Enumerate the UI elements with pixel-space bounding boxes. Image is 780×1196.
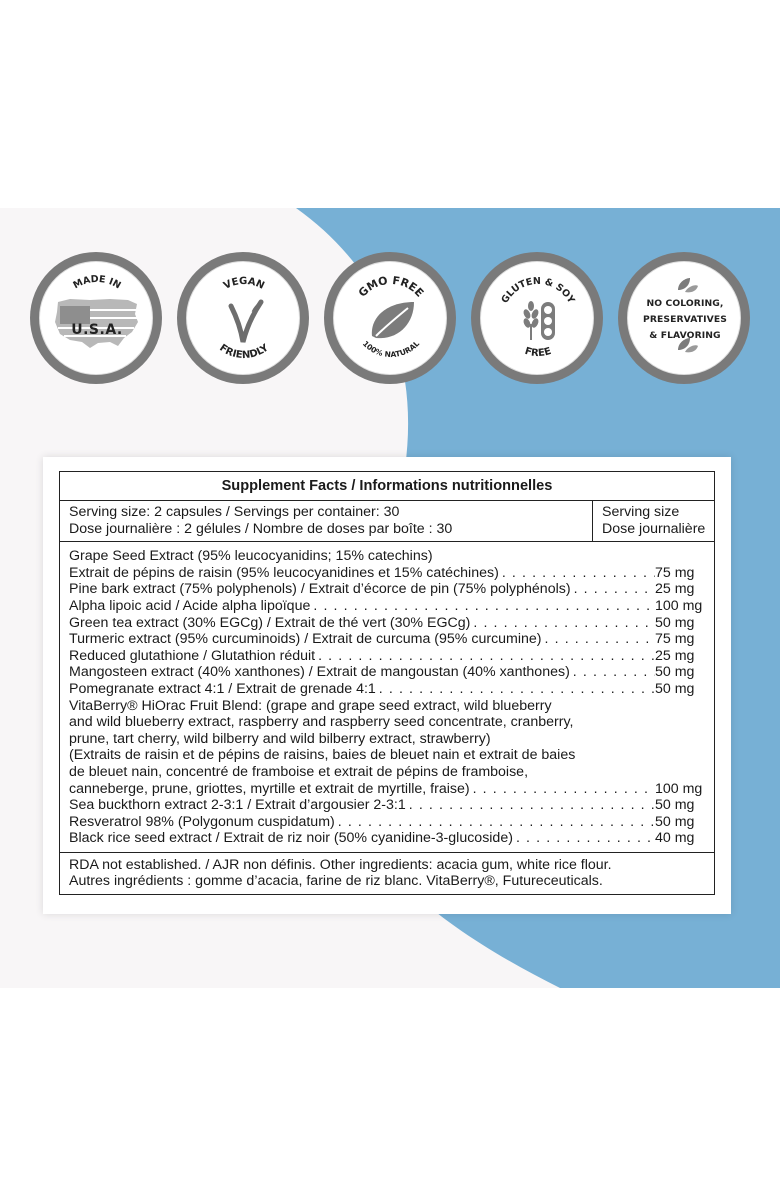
ingredient-row: Sea buckthorn extract 2-3:1 / Extrait d’argousier 2-3:1 . . . 50 mg (69, 797, 705, 814)
made-in-usa-badge (30, 252, 162, 384)
no-coloring-text (628, 296, 741, 344)
ingredient-row: Black rice seed extract / Extrait de riz noir (50% cyanidine-3-glucoside) . . . 40 mg (69, 830, 705, 847)
serving-header-2: Dose journalière (602, 520, 706, 537)
friendly-label: FRIENDLY (217, 342, 271, 362)
vitaberry-line: and wild blueberry extract, raspberry and raspberry seed concentrate, cranberry, (69, 714, 574, 731)
vegan-friendly-badge (177, 252, 309, 384)
supplement-facts-card (43, 457, 731, 914)
ingredient-row: Pomegranate extract 4:1 / Extrait de grenade 4:1 . . . 50 mg (69, 681, 705, 698)
supplement-facts-table (59, 471, 715, 895)
usa-label: U.S.A. (71, 322, 123, 338)
serving-info (60, 501, 592, 541)
usa-flag-icon (40, 262, 153, 375)
natural-label: 100% NATURAL (360, 339, 422, 360)
facts-footer (60, 853, 714, 894)
free-label: FREE (523, 345, 553, 360)
gluten-soy-label: GLUTEN & SOY (499, 275, 577, 306)
svg-text:GMO FREE (356, 274, 426, 300)
serving-line-2: Dose journalière : 2 gélules / Nombre de doses par boîte : 30 (69, 520, 453, 537)
ingredient-row: Alpha lipoic acid / Acide alpha lipoïque . . . 100 mg (69, 598, 705, 615)
leaf-icon (334, 262, 447, 375)
ingredient-row: Extrait de pépins de raisin (95% leucocyanidines et 15% catéchines) . . . 75 mg (69, 565, 705, 582)
vegan-label: VEGAN (221, 275, 266, 292)
svg-text:VEGAN (222, 276, 266, 292)
facts-title: Supplement Facts / Informations nutritionnelles (60, 472, 714, 501)
gluten-soy-free-badge (471, 252, 603, 384)
vegan-v-icon (187, 262, 300, 375)
vitaberry-line: de bleuet nain, concentré de framboise et extrait de pépins de framboise, (69, 763, 529, 780)
serving-line-1: Serving size: 2 capsules / Servings per container: 30 (69, 504, 400, 520)
no-coloring-line-3: & FLAVORING (649, 330, 721, 341)
gmo-free-badge (324, 252, 456, 384)
serving-header-1: Serving size (602, 504, 680, 520)
vitaberry-line: prune, tart cherry, wild bilberry and wild bilberry extract, strawberry) (69, 730, 491, 747)
svg-text:FRIENDLY (217, 342, 271, 361)
ingredient-row: Turmeric extract (95% curcuminoids) / Extrait de curcuma (95% curcumine) . . . 75 mg (69, 631, 705, 648)
badges-row (0, 252, 780, 384)
ingredient-row: Pine bark extract (75% polyphenols) / Extrait d’écorce de pin (75% polyphénols) . . . 25 mg (69, 581, 705, 598)
wheat-soy-icon (481, 262, 594, 375)
serving-header (592, 501, 714, 541)
svg-text:GLUTEN & SOY (499, 276, 576, 306)
svg-text:MADE IN (71, 274, 122, 292)
ingredients-list (60, 542, 714, 853)
made-in-label: MADE IN (71, 273, 123, 292)
svg-text:100% NATURAL (361, 339, 421, 359)
no-coloring-line-1: NO COLORING, (646, 298, 724, 309)
vitaberry-line: (Extraits de raisin et de pépins de raisins, baies de bleuet nain et extrait de baies (69, 747, 576, 764)
footer-line-1: RDA not established. / AJR non définis. Other ingredients: acacia gum, white rice flour. (69, 856, 612, 873)
no-coloring-line-2: PRESERVATIVES (643, 314, 727, 325)
ingredient-row: Mangosteen extract (40% xanthones) / Extrait de mangoustan (40% xanthones) . . . 50 mg (69, 664, 705, 681)
ingredient-row: Reduced glutathione / Glutathion réduit . . . 25 mg (69, 648, 705, 665)
ingredient-row: Green tea extract (30% EGCg) / Extrait de thé vert (30% EGCg) . . . 50 mg (69, 615, 705, 632)
ingredient-row: Resveratrol 98% (Polygonum cuspidatum) . . . 50 mg (69, 814, 705, 831)
vitaberry-line: VitaBerry® HiOrac Fruit Blend: (grape and grape seed extract, wild blueberry (69, 697, 552, 714)
svg-text:FREE (523, 346, 552, 359)
footer-line-2: Autres ingrédients : gomme d’acacia, farine de riz blanc. VitaBerry®, Futureceuticals. (69, 873, 603, 890)
serving-section (60, 501, 714, 542)
grape-seed-header: Grape Seed Extract (95% leucocyanidins; 15% catechins) (69, 548, 433, 565)
no-coloring-badge (618, 252, 750, 384)
ingredient-row: canneberge, prune, griottes, myrtille et extrait de myrtille, fraise) . . . 100 mg (69, 781, 705, 798)
gmo-free-label: GMO FREE (355, 273, 427, 300)
